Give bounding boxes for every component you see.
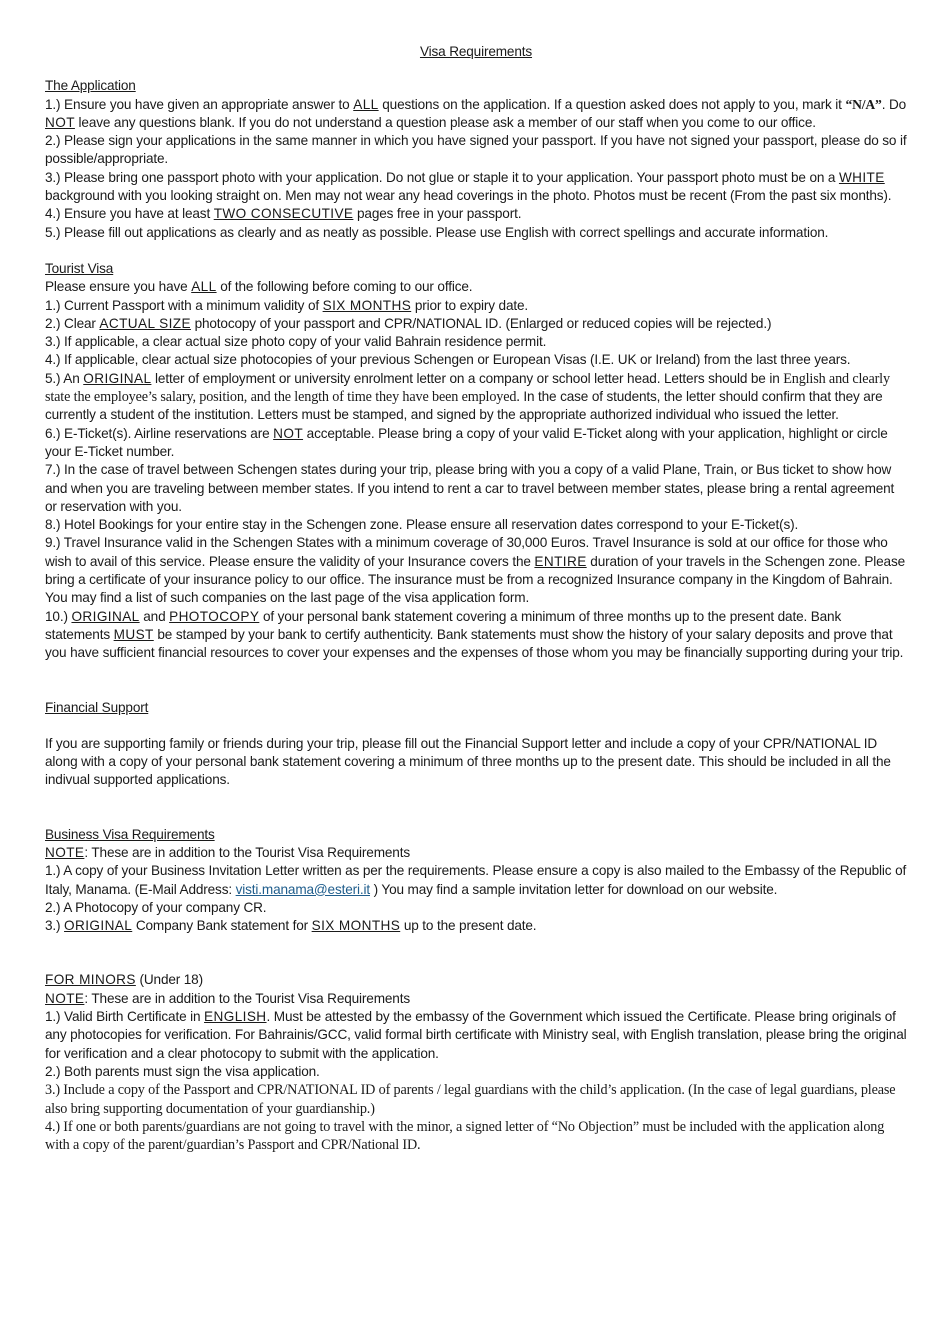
text-run: ) You may find a sample invitation letter for download on our website. [370,881,778,897]
tourist-item-7: 7.) In the case of travel between Schengen states during your trip, please bring with you a copy of a valid Plane, Train, or Bus ticket to show how and when you are traveling between member states. If you intend to rent a car to travel between member states, please bring a rental agreement or reservation with you. [45,462,895,514]
tourist-item-10 [45,608,907,663]
emphasis: ORIGINAL [83,370,152,386]
text-run: 1.) Current Passport with a minimum validity of [45,297,323,313]
emphasis: SIX MONTHS [322,297,412,313]
financial-heading: Financial Support [45,699,149,715]
tourist-item-9 [45,534,907,607]
emphasis: WHITE [838,169,885,185]
emphasis: NOT [273,425,304,441]
application-heading: The Application [45,78,136,94]
emphasis: SIX MONTHS [311,918,401,934]
spacer [45,717,907,735]
tourist-item-5 [45,370,907,425]
text-run: 5.) An [45,370,84,386]
text-run: 2.) Clear [45,315,100,331]
financial-section [45,699,907,790]
emphasis: TWO CONSECUTIVE [213,206,354,222]
text-run: 3.) [45,918,65,934]
financial-body: If you are supporting family or friends during your trip, please fill out the Financial Support letter and include a copy of your CPR/NATIONAL ID along with a copy of your personal bank statement covering a minimum of three months up to the present date. This should be included in all the indivual supported applications. [45,735,891,788]
minors-section [45,971,907,1154]
note-label: NOTE [45,844,85,860]
spacer [45,935,907,971]
business-note [45,844,907,862]
serif-text-run: English and clearly state the employee’s salary, position, and the length of time they have been employed. [45,370,890,406]
page-title: Visa Requirements [419,44,533,59]
minors-heading [45,971,907,989]
email-link[interactable]: visti.manama@esteri.it [235,881,371,897]
application-item-2: 2.) Please sign your applications in the same manner in which you have signed your passport. If you have not signed your passport, please do so if possible/appropriate. [45,133,907,167]
tourist-heading: Tourist Visa [45,260,114,276]
emphasis: ALL [191,279,217,295]
text-run: 1.) A copy of your Business Invitation Letter written as per the requirements. Please ensure a copy is also mailed to the Embassy of the Republic of Italy, Manama. (E-Mail Address: [45,863,907,897]
business-heading: Business Visa Requirements [45,826,215,842]
emphasis: ORIGINAL [64,918,133,934]
tourist-section [45,260,907,663]
emphasis: PHOTOCOPY [169,608,260,624]
document-page [45,40,907,1154]
text-run: photocopy of your passport and CPR/NATIONAL ID. (Enlarged or reduced copies will be rejected.) [190,315,772,331]
text-run: and [139,608,170,624]
tourist-item-3: 3.) If applicable, a clear actual size photo copy of your valid Bahrain residence permit. [45,334,547,350]
business-item-1 [45,862,907,899]
bold-text: “N/A” [845,96,882,112]
tourist-intro [45,278,907,296]
text-run: Please ensure you have [45,279,192,295]
text-run: 4.) Ensure you have at least [45,206,214,222]
text-run: background with you looking straight on. Men may not wear any head coverings in the photo. Photos must be recent (From the past six months). [45,188,892,204]
text-run: of the following before coming to our office. [216,279,473,295]
text-run: In the case of students, the letter should confirm that they are currently a student of the institution. Letters must be stamped, and signed by the appropriate authorized individual who issued the letter. [45,389,883,423]
emphasis: MUST [113,626,154,642]
emphasis: ORIGINAL [71,608,140,624]
text-run: of your personal bank statement covering a minimum of three months up to the present date. Bank statements [45,608,842,642]
text-run: : These are in addition to the Tourist Visa Requirements [84,990,410,1006]
text-run: duration of your travels in the Schengen zone. Please bring a certificate of your insurance policy to our office. The insurance must be from a recognized Insurance company in the Kingdom of Bahrain. You may find a list of such companies on the last page of the visa application form. [45,553,906,606]
tourist-item-4: 4.) If applicable, clear actual size photocopies of your previous Schengen or European Visas (I.E. UK or Ireland) from the last three years. [45,352,851,368]
application-item-1 [45,96,907,133]
application-item-5: 5.) Please fill out applications as clearly and as neatly as possible. Please use English with correct spellings and accurate information. [45,224,829,240]
emphasis: NOT [45,114,75,130]
text-run: letter of employment or university enrolment letter on a company or school letter head. Letters should be in [151,370,784,386]
text-run: 1.) Ensure you have given an appropriate answer to [45,96,354,112]
application-item-3 [45,169,907,206]
application-item-4 [45,205,907,223]
text-run: (Under 18) [135,972,203,988]
text-run: 9.) Travel Insurance valid in the Schengen States with a minimum coverage of 30,000 Euros. Travel Insurance is sold at our office for those who wish to avail of this service. Please ensure the validity of your Insurance covers the [45,535,888,569]
business-section [45,826,907,936]
tourist-item-2 [45,315,907,333]
minors-item-3: 3.) Include a copy of the Passport and CPR/NATIONAL ID of parents / legal guardians with the child’s application. (In the case of legal guardians, please also bring supporting documentation of your guardianship.) [45,1082,896,1117]
business-item-2: 2.) A Photocopy of your company CR. [45,899,267,915]
spacer [45,790,907,826]
text-run: pages free in your passport. [353,206,522,222]
minors-item-1 [45,1008,907,1063]
text-run: 1.) Valid Birth Certificate in [45,1009,205,1025]
emphasis: ENGLISH [204,1009,267,1025]
text-run: 6.) E-Ticket(s). Airline reservations are [45,425,274,441]
tourist-item-1 [45,297,907,315]
text-run: questions on the application. If a question asked does not apply to you, mark it [378,96,846,112]
spacer [45,242,907,260]
application-section [45,77,907,242]
text-run: 3.) Please bring one passport photo with your application. Do not glue or staple it to your application. Your passport photo must be on a [45,169,839,185]
text-run: : These are in addition to the Tourist Visa Requirements [84,844,410,860]
note-label: NOTE [45,990,85,1006]
emphasis: ALL [353,96,379,112]
minors-heading-label: FOR MINORS [45,972,136,988]
tourist-item-8: 8.) Hotel Bookings for your entire stay in the Schengen zone. Please ensure all reservation dates correspond to your E-Ticket(s). [45,517,799,533]
emphasis: ACTUAL SIZE [99,315,191,331]
text-run: be stamped by your bank to certify authenticity. Bank statements must show the history of your salary deposits and prove that you have sufficient financial resources to cover your expenses and the expenses of those whom you may be financially supporting during your trip. [45,626,904,661]
text-run: . Do [881,96,907,112]
minors-note [45,990,907,1008]
minors-item-2: 2.) Both parents must sign the visa application. [45,1063,320,1079]
spacer [45,663,907,699]
text-run: up to the present date. [400,918,537,934]
text-run: acceptable. Please bring a copy of your valid E-Ticket along with your application, highlight or circle your E-Ticket number. [45,425,888,459]
text-run: 10.) [45,608,72,624]
text-run: leave any questions blank. If you do not understand a question please ask a member of our staff when you come to our office. [74,114,816,130]
text-run: Company Bank statement for [132,918,312,934]
business-item-3 [45,917,907,935]
minors-item-4: 4.) If one or both parents/guardians are not going to travel with the minor, a signed letter of “No Objection” must be included with the application along with a copy of the parent/guardian’s Passport and CPR/National ID. [45,1118,885,1154]
text-run: prior to expiry date. [411,297,529,313]
emphasis: ENTIRE [534,553,587,569]
tourist-item-6 [45,425,907,462]
text-run: . Must be attested by the embassy of the Government which issued the Certificate. Please bring originals of any photocopies for verification. For Bahrainis/GCC, valid formal birth certificate with Ministry seal, with English translation, please bring the original for verification and a clear photocopy to submit with the application. [45,1009,907,1061]
